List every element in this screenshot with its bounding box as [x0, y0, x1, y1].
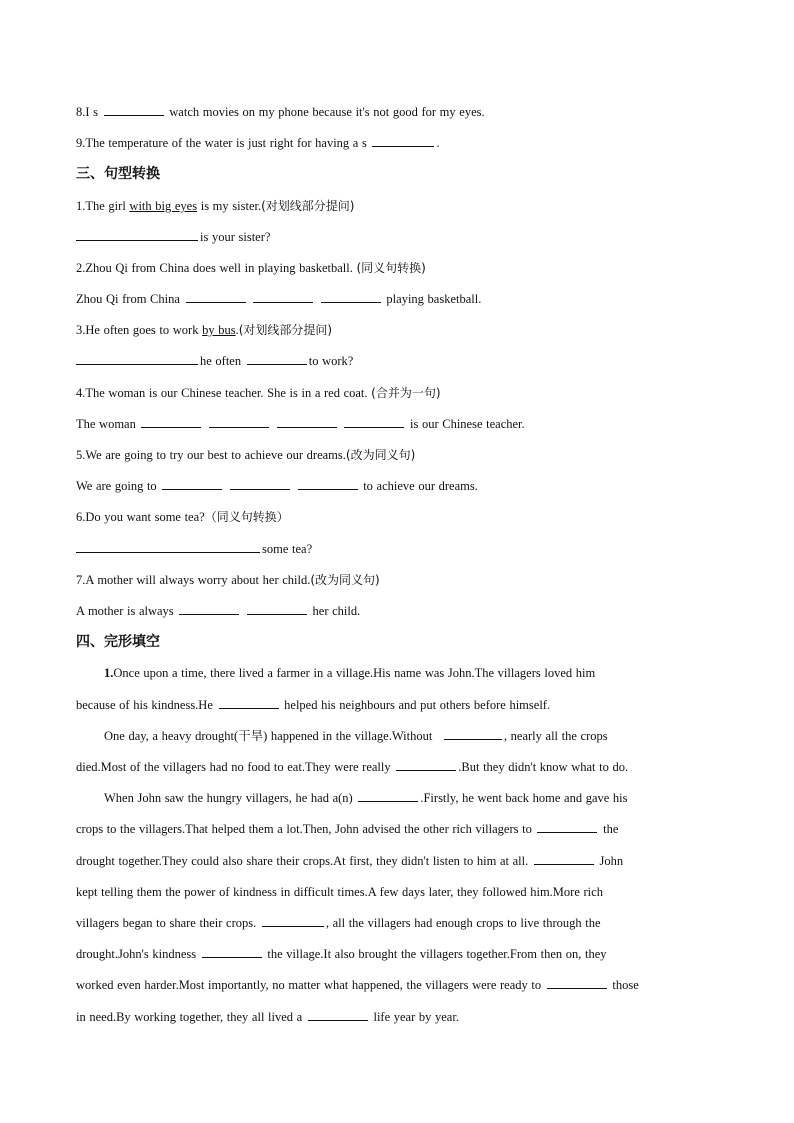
answer-blank[interactable]: [202, 946, 262, 958]
q2-text: 2.Zhou Qi from China does well in playing basketball.: [76, 261, 357, 275]
q6-text: 6.Do you want some tea?: [76, 510, 205, 524]
q8-text-start: 8.I s: [76, 105, 99, 119]
passage-line-9: [76, 915, 734, 931]
passage-text: Once upon a time, there lived a farmer in a village.His name was John.The villagers loved him: [113, 666, 596, 680]
s3-question-3: [76, 322, 734, 338]
passage-text: crops to the villagers.That helped them a lot.Then, John advised the other rich villagers to: [76, 822, 536, 836]
section-3-title: 三、句型转换: [76, 166, 160, 182]
question-8: [76, 104, 734, 120]
passage-text: life year by year.: [369, 1010, 459, 1024]
answer-blank[interactable]: [76, 541, 260, 553]
passage-text: in need.By working together, they all lived a: [76, 1010, 306, 1024]
instruction: (对划线部分提问): [238, 323, 333, 337]
answer-text-end: to work?: [308, 354, 354, 368]
passage-line-6: [76, 821, 734, 837]
answer-blank[interactable]: [186, 291, 246, 303]
passage-line-10: [76, 946, 734, 962]
passage-line-2: [76, 697, 734, 713]
passage-text: .Firstly, he went back home and gave his: [420, 791, 628, 805]
passage-text: .But they didn't know what to do.: [458, 760, 629, 774]
passage-text: villagers began to share their crops.: [76, 916, 260, 930]
q8-text-end: watch movies on my phone because it's not good for my eyes.: [165, 105, 485, 119]
answer-blank[interactable]: [321, 291, 381, 303]
answer-blank[interactable]: [76, 353, 198, 365]
instruction: (改为同义句): [310, 573, 380, 587]
q7-text: 7.A mother will always worry about her child.: [76, 573, 311, 587]
instruction: （同义句转换）: [204, 510, 289, 524]
answer-blank[interactable]: [247, 603, 307, 615]
passage-line-11: [76, 977, 734, 993]
s3-answer-3: [76, 353, 734, 369]
passage-text: , nearly all the crops: [503, 729, 608, 743]
passage-line-3: [104, 728, 734, 744]
q9-text-end: .: [436, 136, 440, 150]
passage-line-4: [76, 759, 734, 775]
passage-number: 1.: [104, 666, 114, 680]
passage-text: worked even harder.Most importantly, no matter what happened, the villagers were ready to: [76, 978, 545, 992]
answer-text-start: The woman: [76, 417, 136, 431]
answer-text: some tea?: [262, 542, 313, 556]
underlined-part: by bus: [202, 323, 236, 337]
instruction: (同义句转换): [356, 261, 426, 275]
answer-text-end: is our Chinese teacher.: [406, 417, 525, 431]
answer-blank[interactable]: [358, 790, 418, 802]
question-9: [76, 135, 734, 151]
s3-answer-1: [76, 229, 734, 245]
answer-blank[interactable]: [396, 759, 456, 771]
s3-question-6: [76, 509, 734, 525]
answer-blank[interactable]: [219, 697, 279, 709]
q1-text-start: 1.The girl: [76, 199, 130, 213]
instruction: (改为同义句): [345, 448, 416, 462]
answer-blank[interactable]: [230, 478, 290, 490]
section-4-title: 四、完形填空: [76, 634, 160, 650]
answer-blank[interactable]: [247, 353, 307, 365]
q9-text-start: 9.The temperature of the water is just right for having a s: [76, 136, 367, 150]
passage-text: drought together.They could also share their crops.At first, they didn't listen to him at all.: [76, 854, 532, 868]
answer-text-end: to achieve our dreams.: [359, 479, 478, 493]
passage-text: drought.John's kindness: [76, 947, 200, 961]
passage-line-1: [104, 665, 734, 681]
passage-text: the: [599, 822, 619, 836]
answer-blank[interactable]: [537, 821, 597, 833]
q5-text: 5.We are going to try our best to achieve our dreams.: [76, 448, 346, 462]
answer-blank[interactable]: [444, 728, 502, 740]
s3-question-5: [76, 447, 734, 463]
answer-text-start: he often: [200, 354, 242, 368]
passage-text: , all the villagers had enough crops to live through the: [325, 916, 601, 930]
passage-line-7: [76, 853, 734, 869]
s3-answer-4: [76, 416, 734, 432]
answer-blank[interactable]: [298, 478, 358, 490]
answer-blank[interactable]: [344, 416, 404, 428]
s3-answer-2: [76, 291, 734, 307]
s3-answer-7: [76, 603, 734, 619]
answer-blank[interactable]: [76, 229, 198, 241]
passage-text: because of his kindness.He: [76, 698, 217, 712]
passage-text: died.Most of the villagers had no food to eat.They were really: [76, 760, 395, 774]
underlined-part: with big eyes: [129, 199, 198, 213]
passage-text: those: [608, 978, 639, 992]
answer-text-start: Zhou Qi from China: [76, 292, 180, 306]
answer-text-end: playing basketball.: [382, 292, 482, 306]
answer-text-start: A mother is always: [76, 604, 174, 618]
instruction: (对划线部分提问): [261, 199, 355, 213]
answer-blank[interactable]: [534, 853, 594, 865]
s3-question-1: [76, 198, 734, 214]
passage-text: the village.It also brought the villagers together.From then on, they: [263, 947, 607, 961]
answer-blank[interactable]: [253, 291, 313, 303]
passage-text: When John saw the hungry villagers, he had a(n): [104, 791, 357, 805]
passage-line-5: [104, 790, 734, 806]
passage-line-8: [76, 884, 734, 900]
answer-text: is your sister?: [200, 230, 271, 244]
passage-line-12: [76, 1009, 734, 1025]
answer-blank[interactable]: [104, 104, 164, 116]
answer-blank[interactable]: [262, 915, 324, 927]
answer-blank[interactable]: [162, 478, 222, 490]
q4-text: 4.The woman is our Chinese teacher. She is in a red coat.: [76, 386, 372, 400]
q3-text-end: .: [235, 323, 239, 337]
answer-text-end: her child.: [308, 604, 361, 618]
s3-answer-6: [76, 541, 734, 557]
answer-blank[interactable]: [209, 416, 269, 428]
answer-blank[interactable]: [141, 416, 201, 428]
passage-text: John: [595, 854, 624, 868]
instruction: (合并为一句): [371, 386, 441, 400]
passage-text: One day, a heavy drought(干旱) happened in the village.Without: [104, 729, 436, 743]
answer-blank[interactable]: [179, 603, 239, 615]
answer-blank[interactable]: [277, 416, 337, 428]
s3-question-2: [76, 260, 734, 276]
answer-blank[interactable]: [308, 1009, 368, 1021]
passage-text: kept telling them the power of kindness in difficult times.A few days later, they followed him.More rich: [76, 885, 603, 899]
s3-question-7: [76, 572, 734, 588]
answer-blank[interactable]: [372, 135, 434, 147]
s3-question-4: [76, 385, 734, 401]
q1-text-end: is my sister.: [197, 199, 262, 213]
s3-answer-5: [76, 478, 734, 494]
q3-text-start: 3.He often goes to work: [76, 323, 203, 337]
answer-blank[interactable]: [547, 977, 607, 989]
answer-text-start: We are going to: [76, 479, 157, 493]
passage-text: helped his neighbours and put others before himself.: [280, 698, 551, 712]
